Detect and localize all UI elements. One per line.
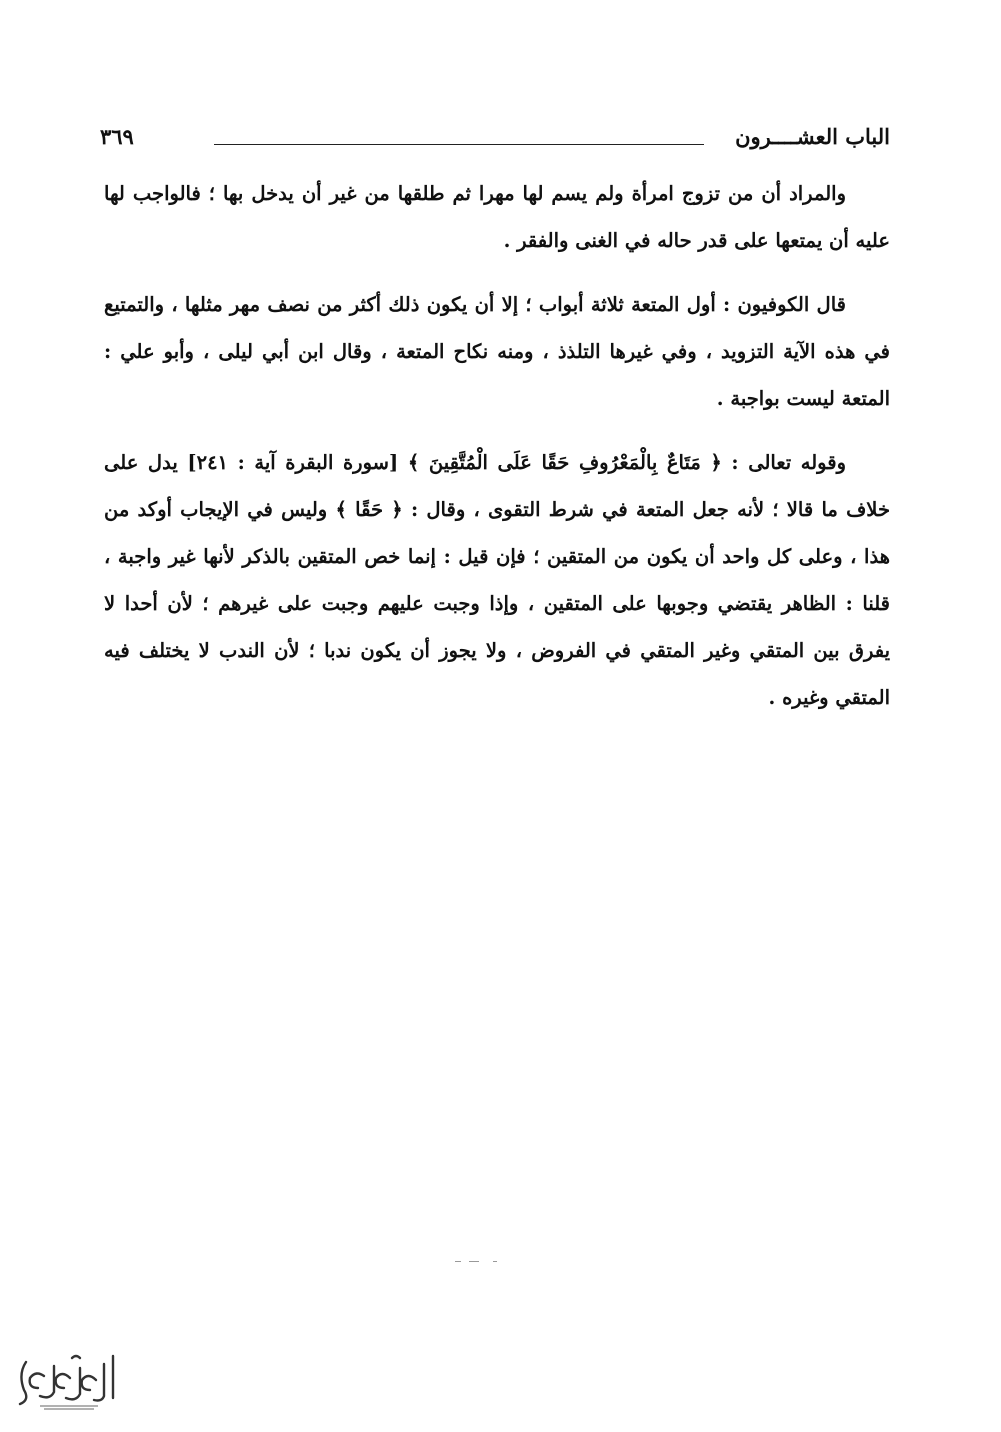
speck	[455, 1261, 461, 1262]
paragraph-2: قال الكوفيون : أول المتعة ثلاثة أبواب ؛ إلا أن يكون ذلك أكثر من نصف مهر مثلها ، والتمتيع في هذه الآية التزويد ، وفي غيرها التلذذ ، ومنه نكاح المتعة ، وقال ابن أبي ليلى ، وأبو علي : المتعة ليست بواجبة .	[104, 293, 890, 410]
speck	[493, 1261, 497, 1262]
paragraph-1: والمراد أن من تزوج امرأة ولم يسم لها مهرا ثم طلقها من غير أن يدخل بها ؛ فالواجب لها عليه أن يمتعها على قدر حاله في الغنى والفقر .	[104, 182, 890, 252]
body-text	[104, 170, 890, 738]
scan-specks	[455, 1256, 515, 1266]
page-header	[100, 124, 890, 160]
watermark-logo	[10, 1350, 120, 1412]
chapter-title: الباب العشــــرون	[735, 124, 890, 149]
calligraphy-logo-icon	[10, 1350, 120, 1412]
paragraph-3: وقوله تعالى : ﴿ مَتَاعٌ بِالْمَعْرُوفِ حَقًا عَلَى الْمُتَّقِينَ ﴾ [سورة البقرة آية : ٢٤١] يدل على خلاف ما قالا ؛ لأنه جعل المتعة في شرط التقوى ، وقال : ﴿ حَقًا ﴾ وليس في الإيجاب أوكد من هذا ، وعلى كل واحد أن يكون من المتقين ؛ فإن قيل : إنما خص المتقين بالذكر لأنها غير واجبة ، قلنا : الظاهر يقتضي وجوبها على المتقين ، وإذا وجبت عليهم وجبت على غيرهم ؛ لأن أحدا لا يفرق بين المتقي وغير المتقي في الفروض ، ولا يجوز أن يكون ندبا ؛ لأن الندب لا يختلف فيه المتقي وغيره .	[104, 451, 890, 709]
speck	[469, 1261, 479, 1262]
header-rule	[214, 144, 704, 145]
page-number: ٣٦٩	[100, 124, 134, 149]
